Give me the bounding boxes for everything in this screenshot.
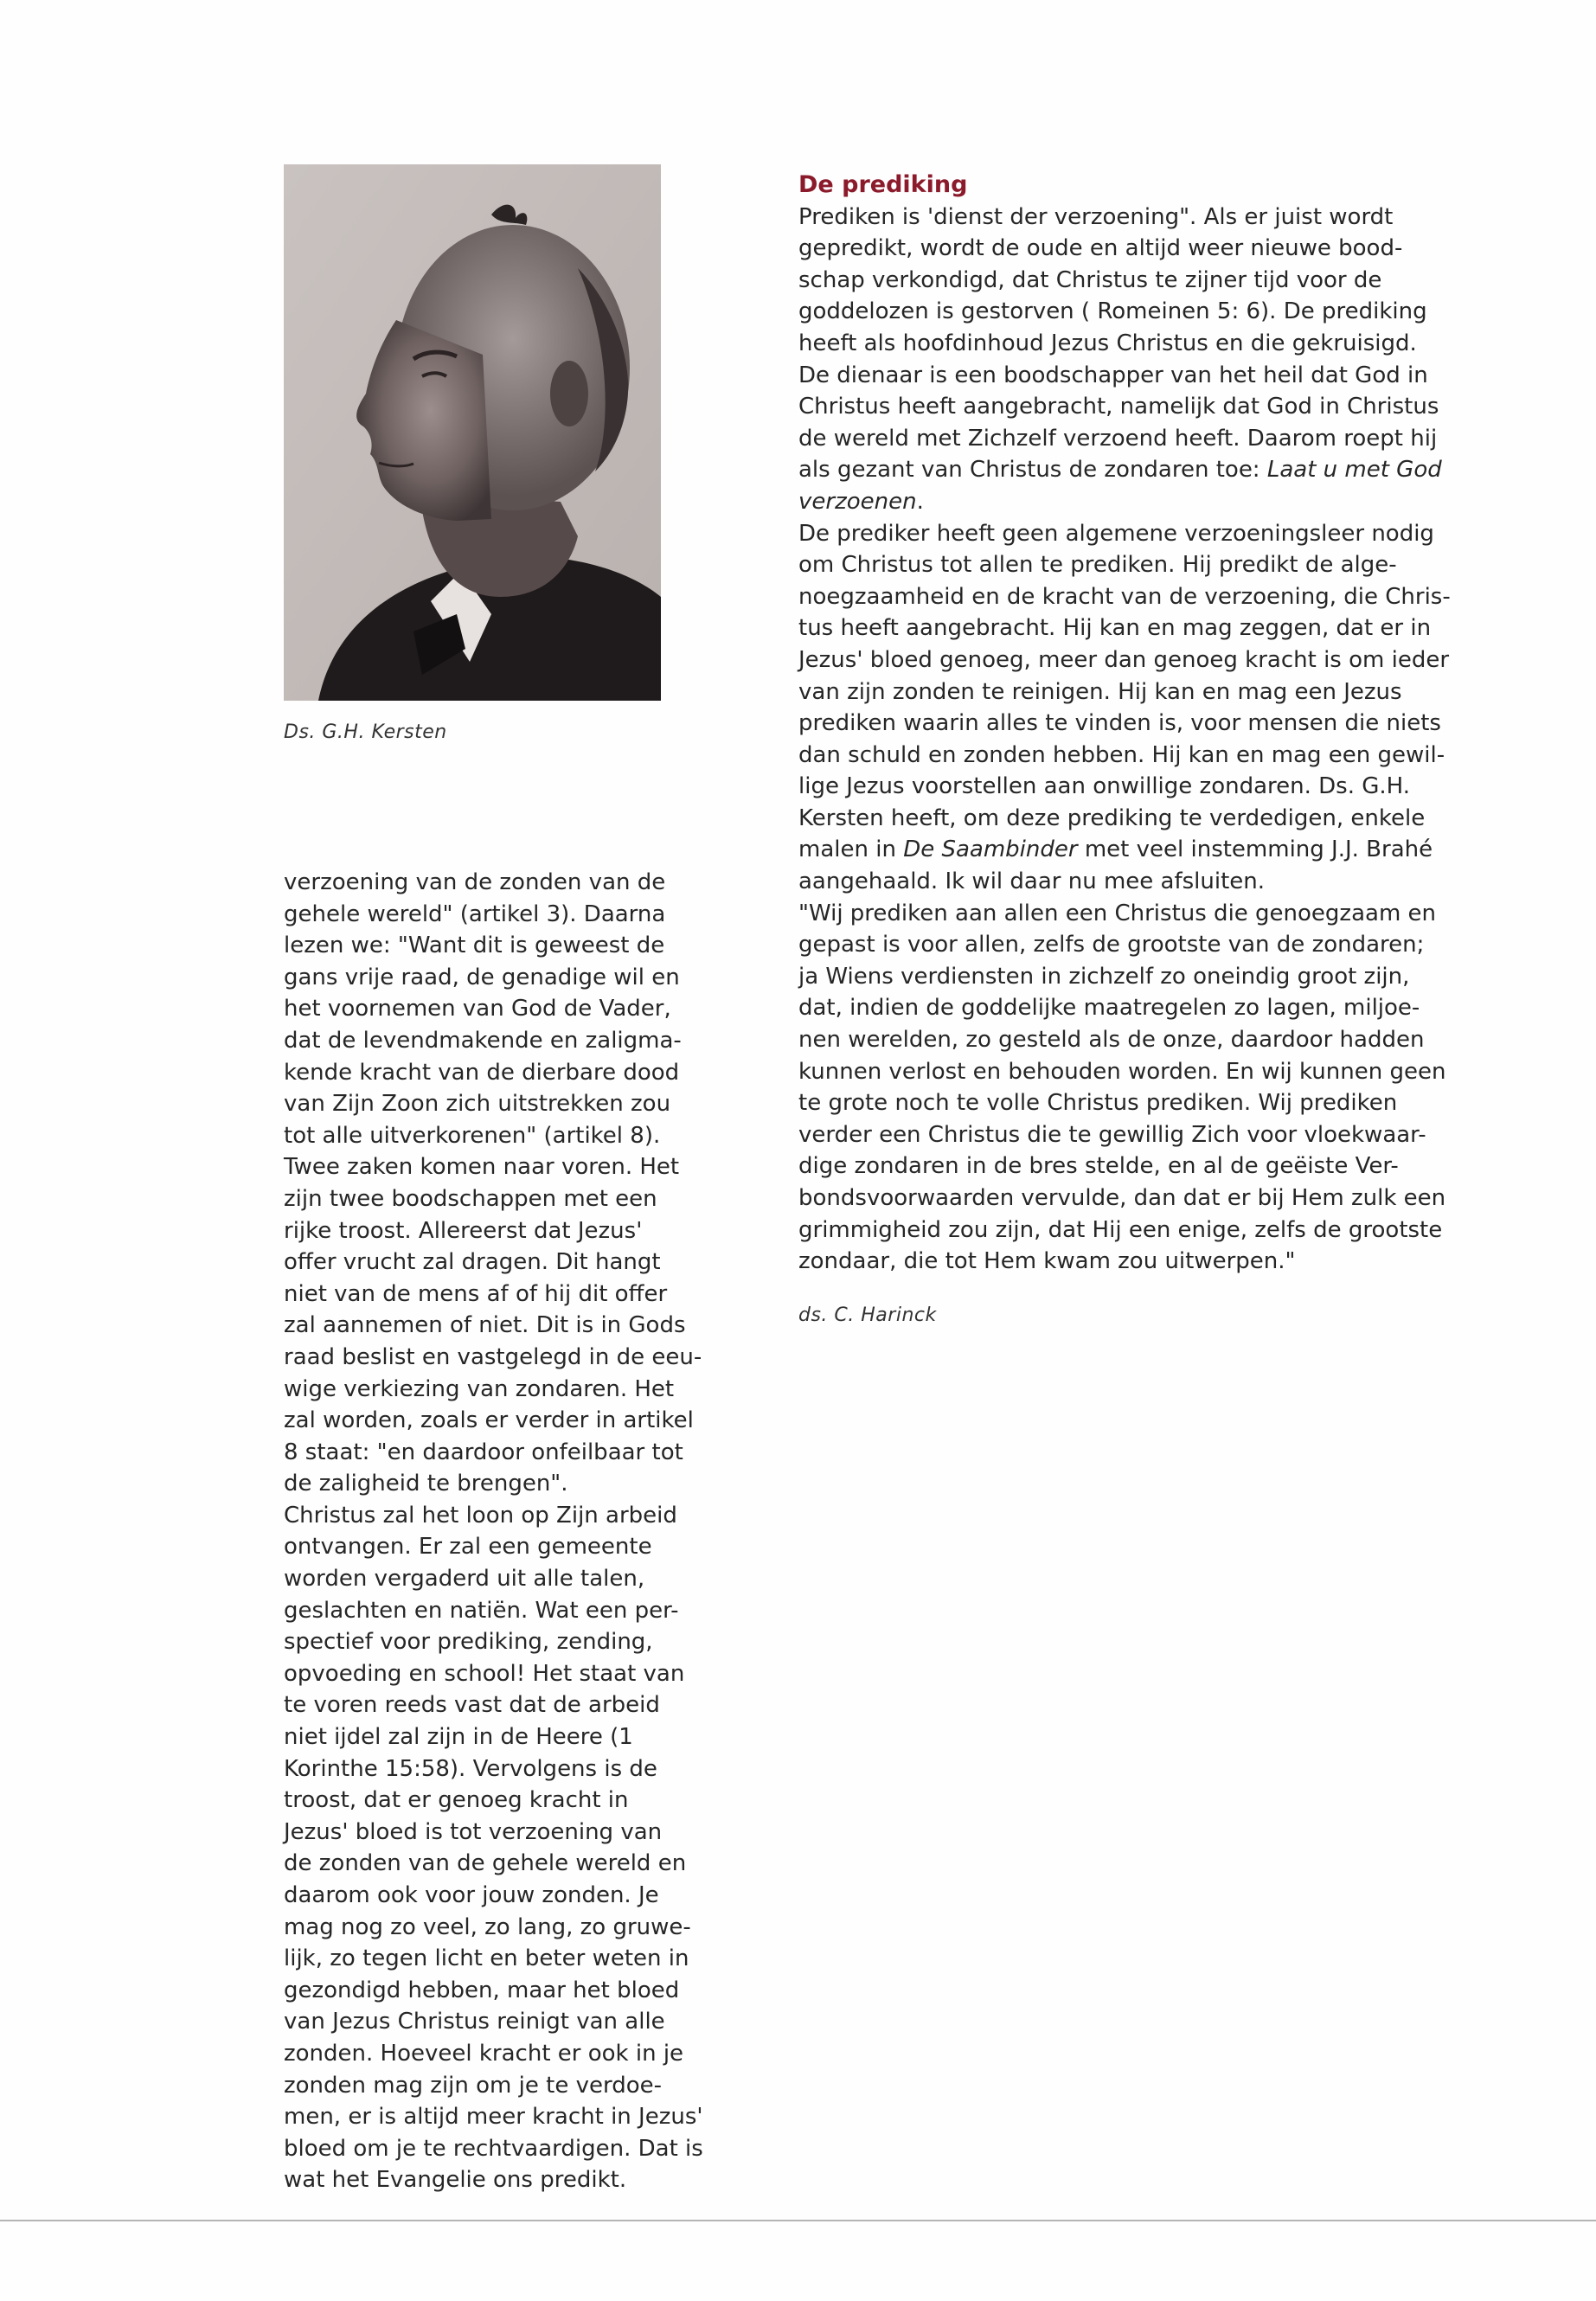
paragraph-1 <box>798 202 1508 455</box>
text-line: bloed om je te rechtvaardigen. Dat is <box>284 2135 703 2162</box>
footer-rule <box>0 2220 1596 2221</box>
text-line: lezen we: "Want dit is geweest de <box>284 933 665 959</box>
text-line: rijke troost. Allereerst dat Jezus' <box>284 1217 643 1244</box>
text-line: verzoening van de zonden van de <box>284 869 666 895</box>
text-line: zonden. Hoeveel kracht er ook in je <box>284 2040 684 2067</box>
text-line: Christus heeft aangebracht, namelijk dat God in Christus <box>798 394 1439 420</box>
text-line: de zonden van de gehele wereld en <box>284 1850 687 1877</box>
text-line: nen werelden, zo gesteld als de onze, daardoor hadden <box>798 1027 1425 1054</box>
portrait-photo <box>284 164 661 701</box>
text-line: om Christus tot allen te prediken. Hij predikt de alge- <box>798 552 1397 579</box>
right-text-column <box>798 170 1508 1331</box>
text-line: dige zondaren in de bres stelde, en al de geëiste Ver- <box>798 1153 1399 1180</box>
text-line: tus heeft aangebracht. Hij kan en mag zeggen, dat er in <box>798 615 1432 642</box>
text-line: geslachten en natiën. Wat een per- <box>284 1597 679 1624</box>
text-line: mag nog zo veel, zo lang, zo gruwe- <box>284 1913 691 1940</box>
text-line: zal aannemen of niet. Dit is in Gods <box>284 1312 686 1339</box>
text-span: malen in <box>798 836 904 863</box>
text-line: men, er is altijd meer kracht in Jezus' <box>284 2104 703 2131</box>
text-line: De dienaar is een boodschapper van het heil dat God in <box>798 362 1428 388</box>
portrait-image <box>284 164 661 701</box>
text-line: raad beslist en vastgelegd in de eeu- <box>284 1343 702 1370</box>
text-span: als gezant van Christus de zondaren toe: <box>798 457 1267 484</box>
text-line: de wereld met Zichzelf verzoend heeft. Daarom roept hij <box>798 425 1438 452</box>
text-line: heeft als hoofdinhoud Jezus Christus en die gekruisigd. <box>798 330 1417 356</box>
text-line <box>798 486 1508 518</box>
text-line: gepredikt, wordt de oude en altijd weer nieuwe bood- <box>798 235 1403 262</box>
text-line: wige verkiezing van zondaren. Het <box>284 1375 675 1402</box>
text-line: De prediker heeft geen algemene verzoeningsleer nodig <box>798 520 1434 547</box>
text-line: gezondigd hebben, maar het bloed <box>284 1977 680 2003</box>
text-line: zal worden, zoals er verder in artikel <box>284 1407 694 1434</box>
text-line: Christus zal het loon op Zijn arbeid <box>284 1502 677 1529</box>
author-signature: ds. C. Harinck <box>798 1304 937 1326</box>
text-line: schap verkondigd, dat Christus te zijner tijd voor de <box>798 266 1382 293</box>
text-line: niet ijdel zal zijn in de Heere (1 <box>284 1724 633 1751</box>
text-line: van Zijn Zoon zich uitstrekken zou <box>284 1091 671 1118</box>
text-line: "Wij prediken aan allen een Christus die genoegzaam en <box>798 900 1437 926</box>
text-line: bondsvoorwaarden vervulde, dan dat er bij Hem zulk een <box>798 1185 1446 1211</box>
italic-quote: Laat u met God <box>1266 457 1442 484</box>
text-line: dat de levendmakende en zaligma- <box>284 1027 682 1054</box>
paragraph-2 <box>798 518 1508 835</box>
text-line: tot alle uitverkorenen" (artikel 8). <box>284 1122 661 1149</box>
text-line: dat, indien de goddelijke maatregelen zo lagen, miljoe- <box>798 995 1420 1022</box>
text-line: aangehaald. Ik wil daar nu mee afsluiten. <box>798 868 1266 895</box>
text-line: te voren reeds vast dat de arbeid <box>284 1692 660 1719</box>
text-line: goddelozen is gestorven ( Romeinen 5: 6). De prediking <box>798 298 1427 325</box>
photo-caption: Ds. G.H. Kersten <box>284 721 447 743</box>
left-text-column <box>284 867 751 2196</box>
text-line: van zijn zonden te reinigen. Hij kan en mag een Jezus <box>798 678 1402 705</box>
text-line: ontvangen. Er zal een gemeente <box>284 1534 652 1561</box>
text-line: grimmigheid zou zijn, dat Hij een enige, zelfs de grootste <box>798 1216 1443 1243</box>
text-line <box>798 834 1508 866</box>
text-line: offer vrucht zal dragen. Dit hangt <box>284 1249 661 1276</box>
section-heading: De prediking <box>798 171 968 198</box>
text-line: kunnen verlost en behouden worden. En wij kunnen geen <box>798 1058 1446 1085</box>
text-line: 8 staat: "en daardoor onfeilbaar tot <box>284 1439 683 1465</box>
text-line: lijk, zo tegen licht en beter weten in <box>284 1945 689 1972</box>
text-line: Twee zaken komen naar voren. Het <box>284 1154 680 1181</box>
text-line: ja Wiens verdiensten in zichzelf zo oneindig groot zijn, <box>798 963 1410 990</box>
text-line: gepast is voor allen, zelfs de grootste van de zondaren; <box>798 932 1425 958</box>
text-line: te grote noch te volle Christus prediken. Wij prediken <box>798 1090 1398 1117</box>
text-line: zondaar, die tot Hem kwam zou uitwerpen." <box>798 1248 1296 1275</box>
text-line: Jezus' bloed is tot verzoening van <box>284 1818 663 1845</box>
paragraph-3-quote <box>798 898 1508 1278</box>
text-line: Kersten heeft, om deze prediking te verdedigen, enkele <box>798 804 1426 831</box>
text-line: gehele wereld" (artikel 3). Daarna <box>284 901 666 927</box>
text-span: met veel instemming J.J. Brahé <box>1077 836 1433 863</box>
text-line: lige Jezus voorstellen aan onwillige zondaren. Ds. G.H. <box>798 773 1411 800</box>
text-line: wat het Evangelie ons predikt. <box>284 2167 627 2194</box>
text-line: dan schuld en zonden hebben. Hij kan en mag een gewil- <box>798 741 1445 768</box>
text-line: van Jezus Christus reinigt van alle <box>284 2009 665 2035</box>
text-line: spectief voor prediking, zending, <box>284 1629 653 1656</box>
text-line: noegzaamheid en de kracht van de verzoening, die Chris- <box>798 583 1451 610</box>
text-line: Prediken is 'dienst der verzoening". Als er juist wordt <box>798 203 1394 230</box>
text-line: verder een Christus die te gewillig Zich voor vloekwaar- <box>798 1121 1426 1148</box>
text-line: opvoeding en school! Het staat van <box>284 1660 685 1687</box>
italic-title: De Saambinder <box>903 836 1078 863</box>
italic-quote: verzoenen <box>798 488 917 515</box>
text-line: gans vrije raad, de genadige wil en <box>284 964 680 990</box>
text-line: kende kracht van de dierbare dood <box>284 1059 680 1086</box>
text-line: prediken waarin alles te vinden is, voor mensen die niets <box>798 710 1441 737</box>
text-line: zonden mag zijn om je te verdoe- <box>284 2072 662 2099</box>
text-line: zijn twee boodschappen met een <box>284 1185 657 1212</box>
text-line: Jezus' bloed genoeg, meer dan genoeg kracht is om ieder <box>798 646 1450 673</box>
text-line: het voornemen van God de Vader, <box>284 996 671 1022</box>
text-line: daarom ook voor jouw zonden. Je <box>284 1882 659 1908</box>
text-line: niet van de mens af of hij dit offer <box>284 1280 668 1307</box>
text-line: Korinthe 15:58). Vervolgens is de <box>284 1755 657 1782</box>
text-line: worden vergaderd uit alle talen, <box>284 1566 645 1593</box>
text-line: troost, dat er genoeg kracht in <box>284 1787 629 1814</box>
text-span: . <box>916 488 924 515</box>
text-line <box>798 454 1508 486</box>
text-line: de zaligheid te brengen". <box>284 1471 568 1497</box>
